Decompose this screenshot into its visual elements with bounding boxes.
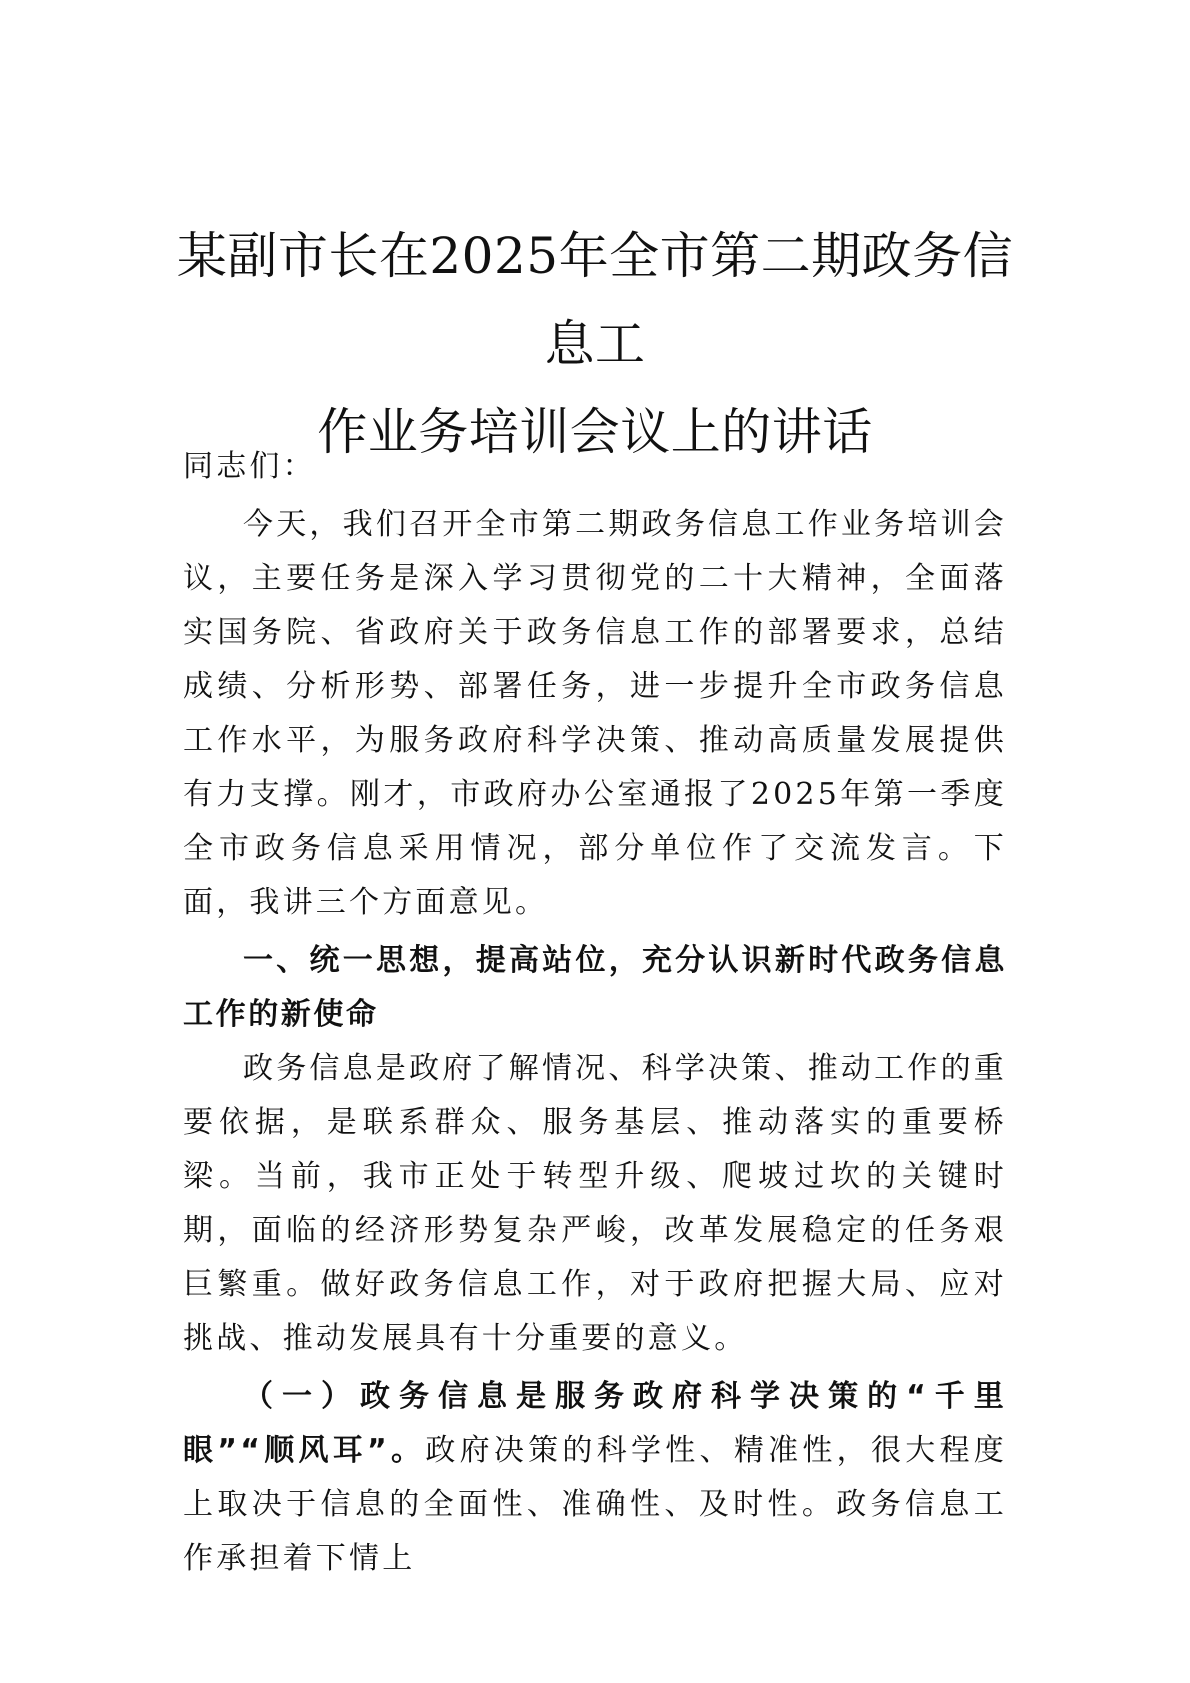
section-1-paragraph: 政务信息是政府了解情况、科学决策、推动工作的重要依据，是联系群众、服务基层、推动落实的重要桥梁。当前，我市正处于转型升级、爬坡过坎的关键时期，面临的经济形势复杂严峻，改革发展稳定的任务艰巨繁重。做好政务信息工作，对于政府把握大局、应对挑战、推动发展具有十分重要的意义。 (183, 1051, 1007, 1356)
document-title (175, 212, 1015, 476)
document-body (183, 440, 1007, 1586)
salutation: 同志们： (183, 449, 316, 484)
intro-paragraph: 今天，我们召开全市第二期政务信息工作业务培训会议，主要任务是深入学习贯彻党的二十大精神，全面落实国务院、省政府关于政务信息工作的部署要求，总结成绩、分析形势、部署任务，进一步提升全市政务信息工作水平，为服务政府科学决策、推动高质量发展提供有力支撑。刚才，市政府办公室通报了2025年第一季度全市政务信息采用情况，部分单位作了交流发言。下面，我讲三个方面意见。 (183, 507, 1007, 920)
sub-section-paragraph-1 (183, 1370, 1007, 1586)
sub-heading-1-body: 政府决策的科学性、精准性，很大程度上取决于信息的全面性、准确性、及时性。政务信息工作承担着下情上 (183, 1433, 1007, 1576)
title-line-1: 某副市长在2025年全市第二期政务信息工 (176, 227, 1014, 373)
title-line-2: 作业务培训会议上的讲话 (317, 403, 873, 461)
sub-heading-1: （一）政务信息是服务政府科学决策的“千里眼”“顺风耳”。 (183, 1379, 1007, 1468)
section-heading-1: 一、统一思想，提高站位，充分认识新时代政务信息工作的新使命 (183, 943, 1007, 1032)
